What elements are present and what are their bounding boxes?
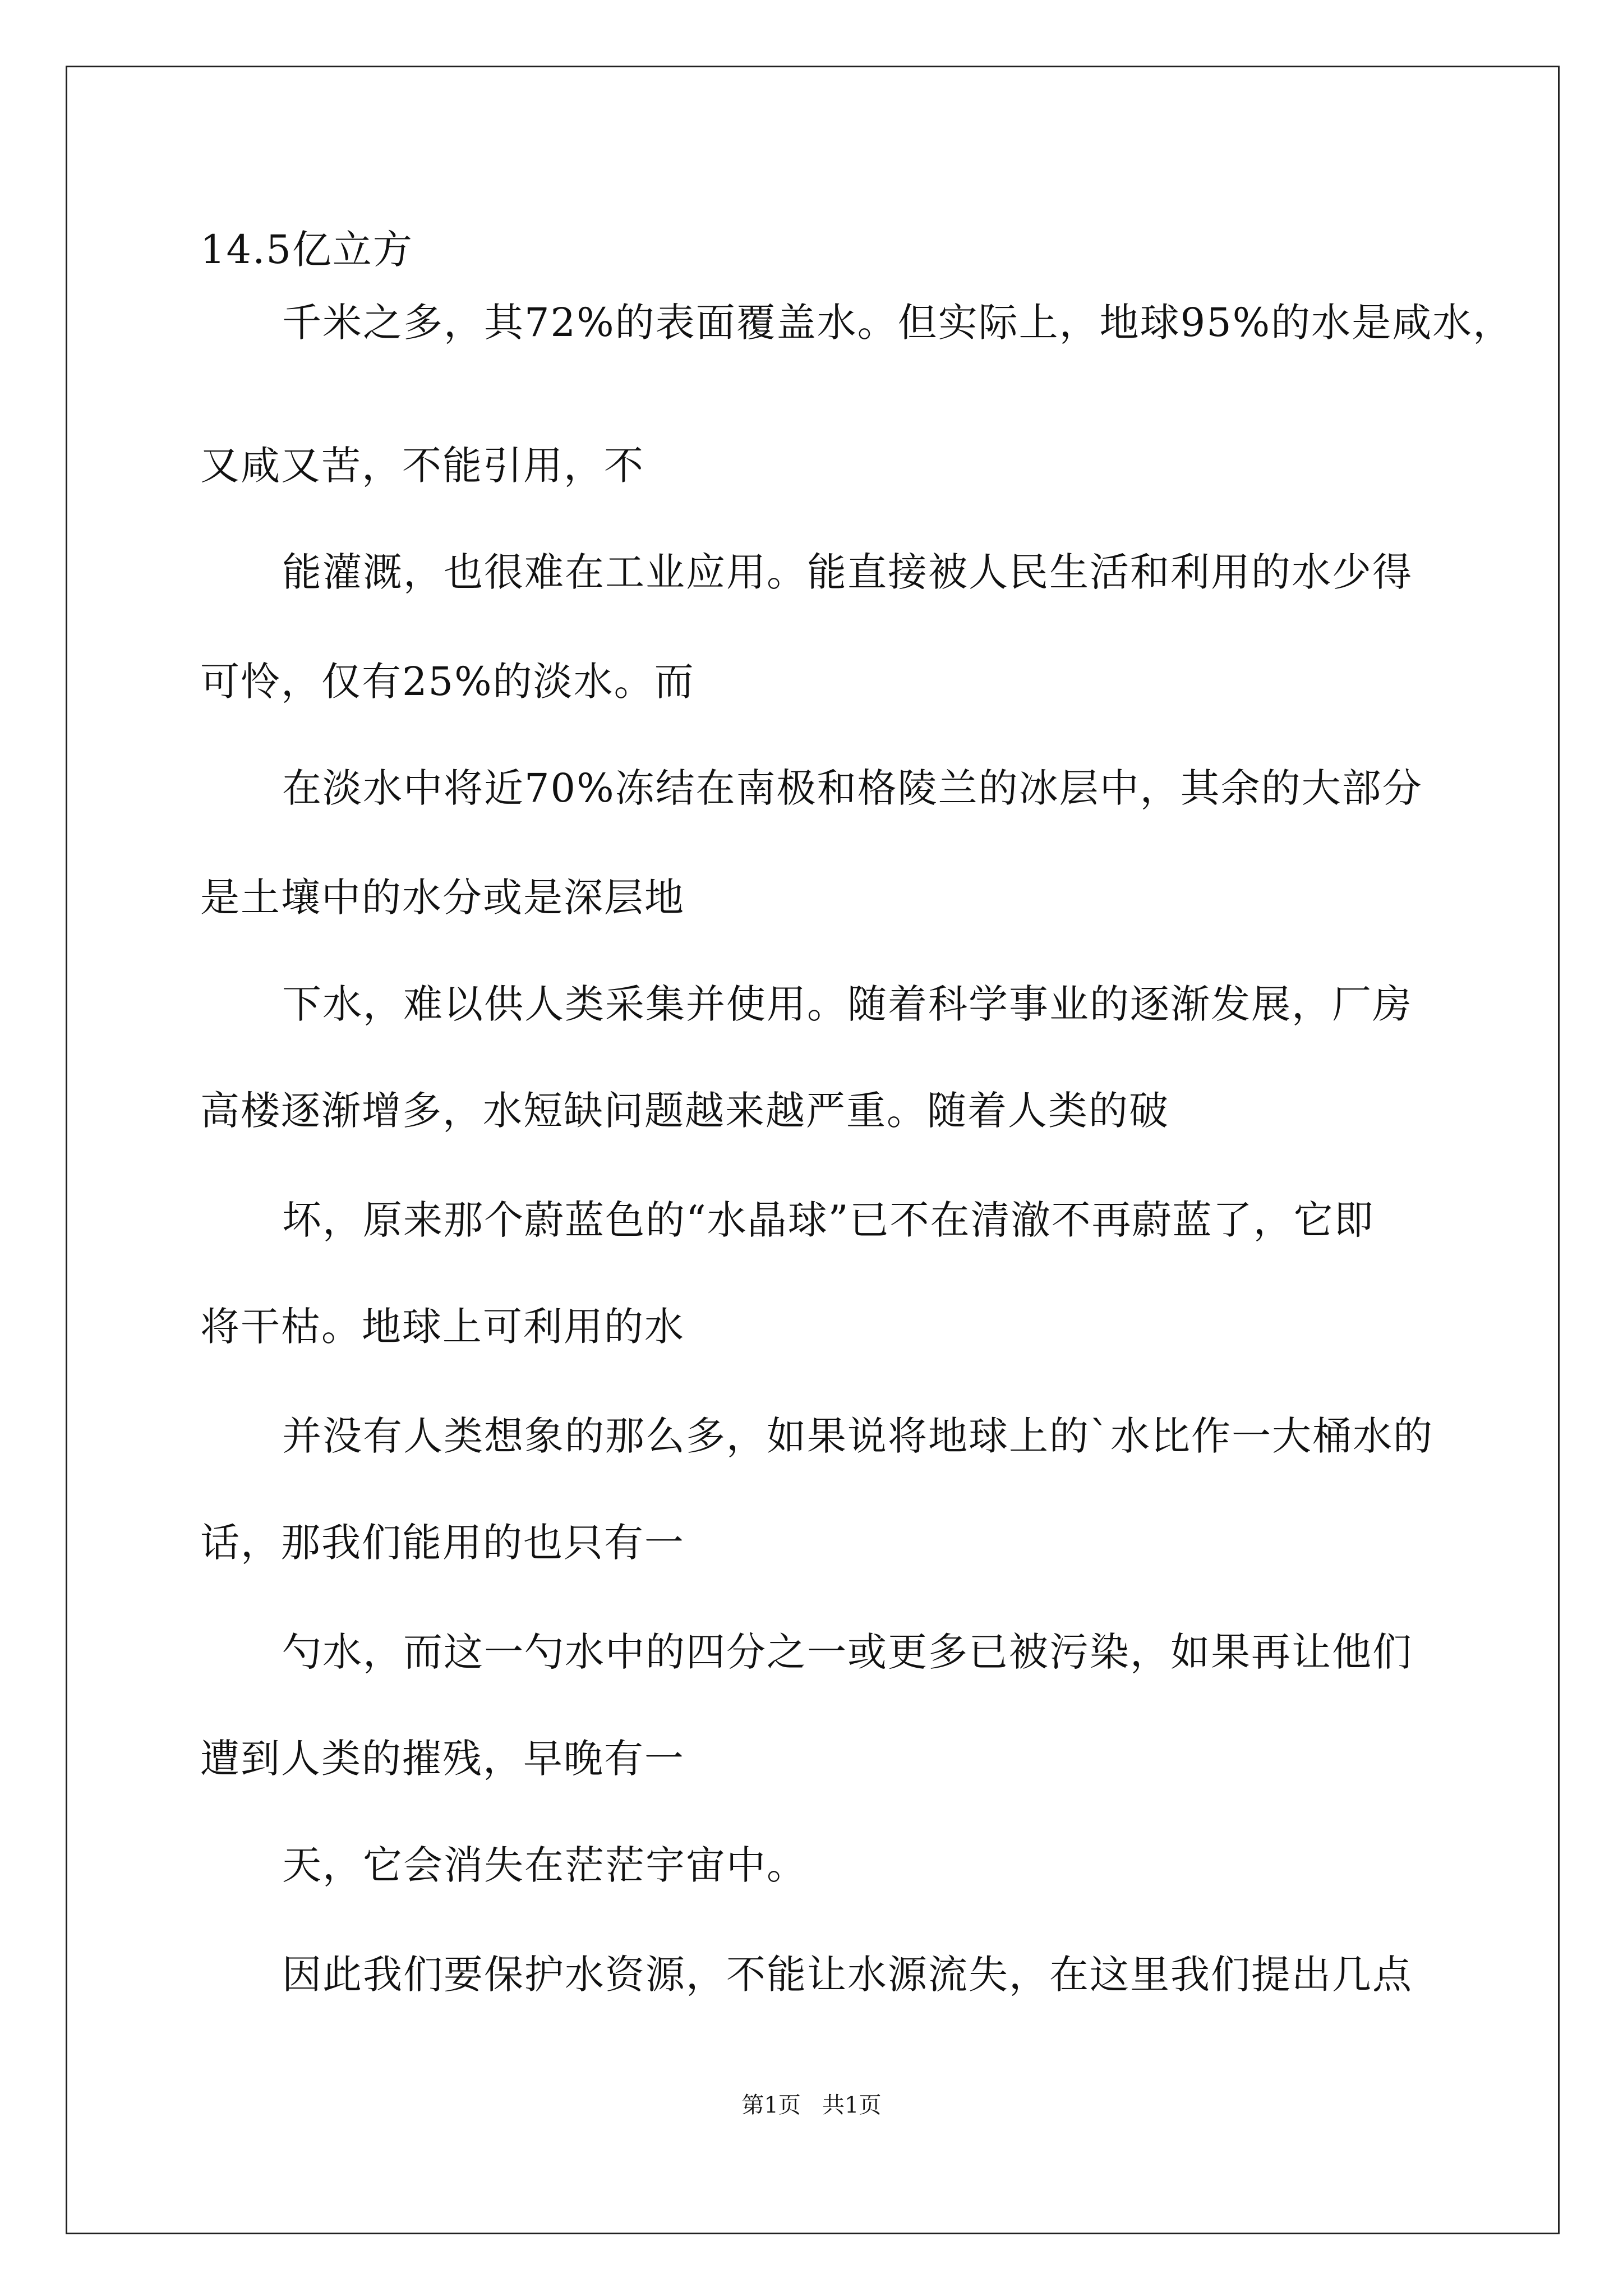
text-line: 是土壤中的水分或是深层地 <box>200 875 685 921</box>
text-line: 话，那我们能用的也只有一 <box>200 1520 685 1566</box>
text-line: 可怜，仅有25%的淡水。而 <box>200 659 695 705</box>
text-line: 坏，原来那个蔚蓝色的“水晶球”已不在清澈不再蔚蓝了，它即 <box>282 1197 1375 1243</box>
text-line: 天，它会消失在茫茫宇宙中。 <box>282 1842 807 1888</box>
text-line: 因此我们要保护水资源，不能让水源流失，在这里我们提出几点 <box>282 1952 1413 1998</box>
text-line: 又咸又苦，不能引用，不 <box>200 443 644 489</box>
text-line: 千米之多，其72%的表面覆盖水。但实际上，地球95%的水是咸水， <box>282 300 1514 346</box>
text-line: 下水，难以供人类采集并使用。随着科学事业的逐渐发展，厂房 <box>282 981 1413 1027</box>
text-line: 14.5亿立方 <box>200 227 413 273</box>
text-line: 勺水，而这一勺水中的四分之一或更多已被污染，如果再让他们 <box>282 1629 1413 1675</box>
text-line: 高楼逐渐增多，水短缺问题越来越严重。随着人类的破 <box>200 1088 1169 1134</box>
page-number-footer: 第1页 共1页 <box>741 2092 882 2118</box>
text-line: 能灌溉，也很难在工业应用。能直接被人民生活和利用的水少得 <box>282 549 1413 595</box>
text-line: 将干枯。地球上可利用的水 <box>200 1304 685 1350</box>
text-line: 并没有人类想象的那么多，如果说将地球上的`水比作一大桶水的 <box>282 1413 1433 1459</box>
text-line: 遭到人类的摧残，早晚有一 <box>200 1736 685 1782</box>
page-border <box>66 66 1560 2234</box>
text-line: 在淡水中将近70%冻结在南极和格陵兰的冰层中，其余的大部分 <box>282 765 1423 811</box>
